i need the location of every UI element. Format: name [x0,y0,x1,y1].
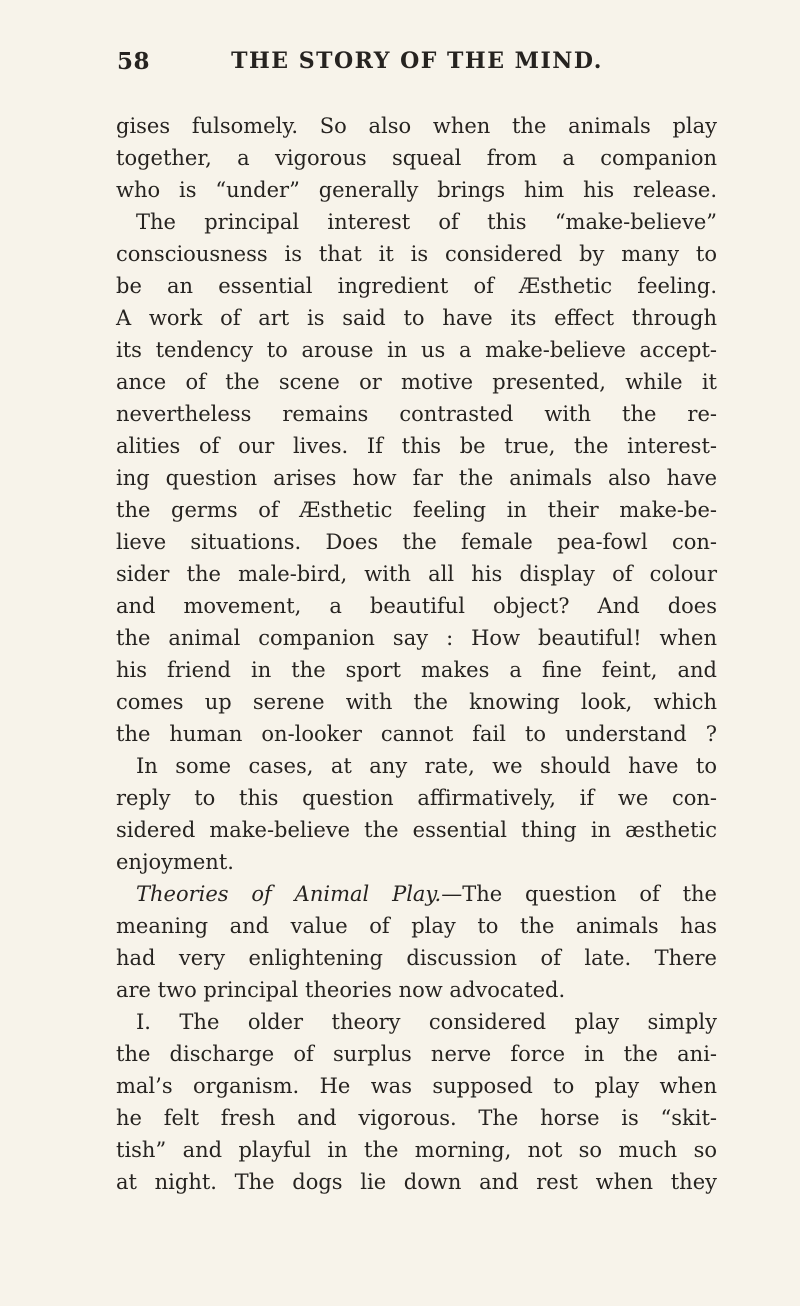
text-line: tish” and playful in the morning, not so much so [116,1138,717,1162]
text-line: In some cases, at any rate, we should have to [136,754,717,778]
text-line: the discharge of surplus nerve force in the ani- [116,1042,717,1066]
text-line: the animal companion say : How beautiful! when [116,626,717,650]
text-line: ing question arises how far the animals also have [116,466,717,490]
section-heading: Theories of Animal Play. [136,882,442,906]
text-line: The principal interest of this “make-believe” [136,210,717,234]
text-line: sider the male-bird, with all his display of colour [116,562,717,586]
text-line: and movement, a beautiful object? And does [116,594,717,618]
text-line: he felt fresh and vigorous. The horse is “skit- [116,1106,717,1130]
text-line: be an essential ingredient of Æsthetic feeling. [116,274,717,298]
section-first-line [116,878,717,910]
text-line: alities of our lives. If this be true, the interest- [116,434,717,458]
text-line: who is “under” generally brings him his release. [116,178,717,202]
text-line: are two principal theories now advocated. [116,978,566,1002]
text-line: lieve situations. Does the female pea-fowl con- [116,530,717,554]
text-line: consciousness is that it is considered by many to [116,242,717,266]
text-line: A work of art is said to have its effect through [116,306,717,330]
text-line: sidered make-believe the essential thing in æsthetic [116,818,717,842]
text-line: enjoyment. [116,850,234,874]
text-line: I. The older theory considered play simply [136,1010,717,1034]
text-line: the human on-looker cannot fail to understand ? [116,722,717,746]
text-line: mal’s organism. He was supposed to play when [116,1074,717,1098]
page-number: 58 [117,48,151,75]
text-line: reply to this question affirmatively, if we con- [116,786,717,810]
text-line: comes up serene with the knowing look, which [116,690,717,714]
text-line: nevertheless remains contrasted with the re- [116,402,717,426]
section-first-line-text: —The question of the [441,882,717,906]
text-line: at night. The dogs lie down and rest when they [116,1170,717,1194]
text-line: ance of the scene or motive presented, while it [116,370,717,394]
page-header [117,48,717,88]
text-line: together, a vigorous squeal from a companion [116,146,717,170]
text-line: had very enlightening discussion of late. There [116,946,717,970]
body-text [116,110,717,1198]
text-line: meaning and value of play to the animals has [116,914,717,938]
running-head: THE STORY OF THE MIND. [231,48,603,74]
text-line: his friend in the sport makes a fine feint, and [116,658,717,682]
text-line: the germs of Æsthetic feeling in their make-be- [116,498,717,522]
text-line: gises fulsomely. So also when the animals play [116,114,717,138]
text-line: its tendency to arouse in us a make-believe accept- [116,338,717,362]
